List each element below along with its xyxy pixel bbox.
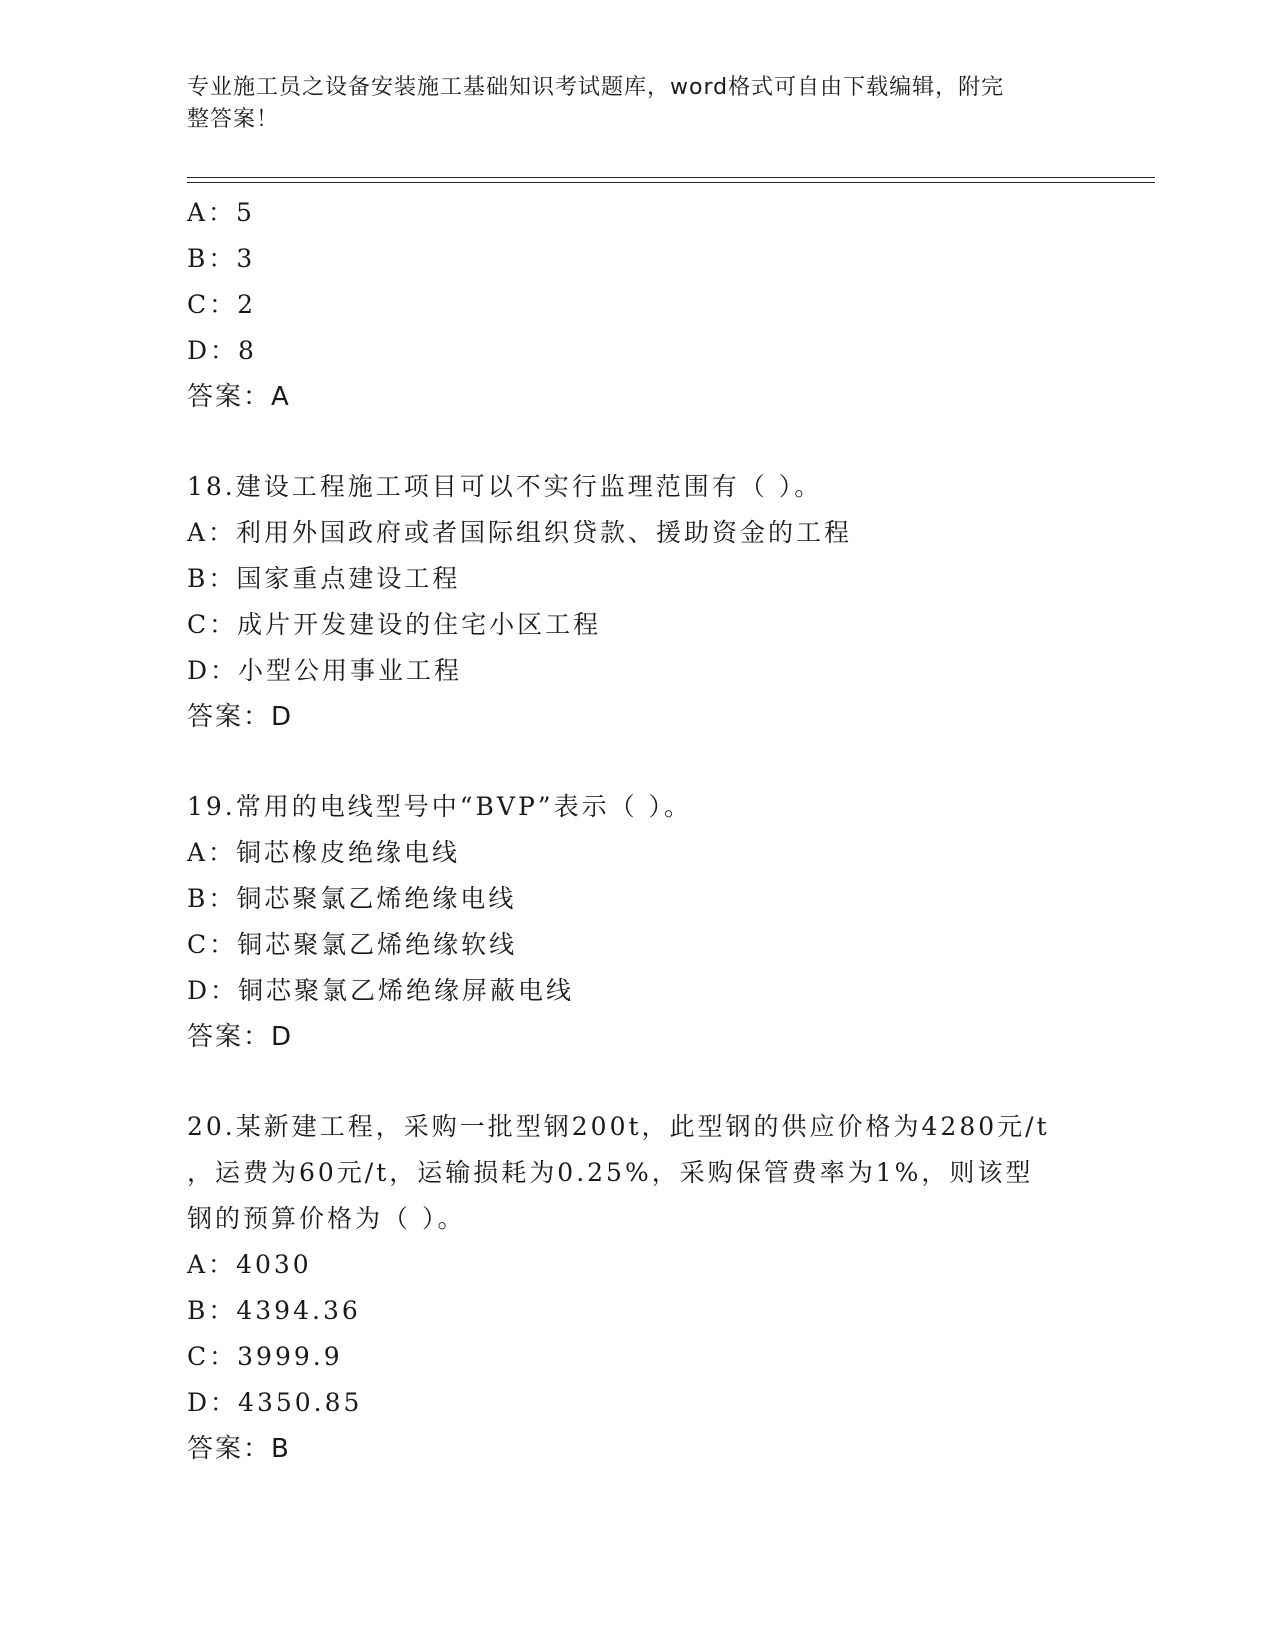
header-line-1: 专业施工员之设备安装施工基础知识考试题库，word格式可自由下载编辑，附完 xyxy=(187,75,1005,100)
answer-line: 答案：D xyxy=(187,1022,294,1052)
option-a: A：5 xyxy=(187,198,255,227)
option-a: A：4030 xyxy=(187,1250,312,1279)
option-d: D：4350.85 xyxy=(187,1388,363,1417)
question-stem-line-1: 20.某新建工程，采购一批型钢200t，此型钢的供应价格为4280元/t xyxy=(187,1112,1050,1141)
answer-line: 答案：D xyxy=(187,702,294,732)
question-list xyxy=(187,190,1087,1472)
spacer xyxy=(187,740,1087,784)
question-19 xyxy=(187,784,1087,1060)
question-stem-line-2: ，运费为60元/t，运输损耗为0.25%，采购保管费率为1%，则该型 xyxy=(187,1158,1034,1187)
question-18 xyxy=(187,464,1087,740)
option-a: A：铜芯橡皮绝缘电线 xyxy=(187,838,461,867)
question-stem: 18.建设工程施工项目可以不实行监理范围有（ ）。 xyxy=(187,472,823,501)
spacer xyxy=(187,420,1087,464)
document-header xyxy=(187,72,1067,136)
question-17 xyxy=(187,190,1087,420)
option-b: B：3 xyxy=(187,244,256,273)
answer-line: 答案：A xyxy=(187,382,291,412)
question-stem: 19.常用的电线型号中“BVP”表示（ ）。 xyxy=(187,792,693,821)
question-stem-line-3: 钢的预算价格为（ ）。 xyxy=(187,1204,466,1233)
option-c: C：铜芯聚氯乙烯绝缘软线 xyxy=(187,930,518,959)
header-divider-top xyxy=(187,177,1155,178)
spacer xyxy=(187,1060,1087,1104)
option-b: B：铜芯聚氯乙烯绝缘电线 xyxy=(187,884,517,913)
option-b: B：4394.36 xyxy=(187,1296,361,1325)
option-b: B：国家重点建设工程 xyxy=(187,564,461,593)
answer-line: 答案：B xyxy=(187,1434,291,1464)
option-d: D：铜芯聚氯乙烯绝缘屏蔽电线 xyxy=(187,976,575,1005)
option-c: C：2 xyxy=(187,290,257,319)
header-line-2: 整答案！ xyxy=(187,107,280,132)
option-c: C：3999.9 xyxy=(187,1342,343,1371)
question-20 xyxy=(187,1104,1087,1472)
option-c: C：成片开发建设的住宅小区工程 xyxy=(187,610,602,639)
option-d: D：8 xyxy=(187,336,257,365)
option-d: D：小型公用事业工程 xyxy=(187,656,463,685)
header-divider-bottom xyxy=(187,182,1155,183)
option-a: A：利用外国政府或者国际组织贷款、援助资金的工程 xyxy=(187,518,853,547)
